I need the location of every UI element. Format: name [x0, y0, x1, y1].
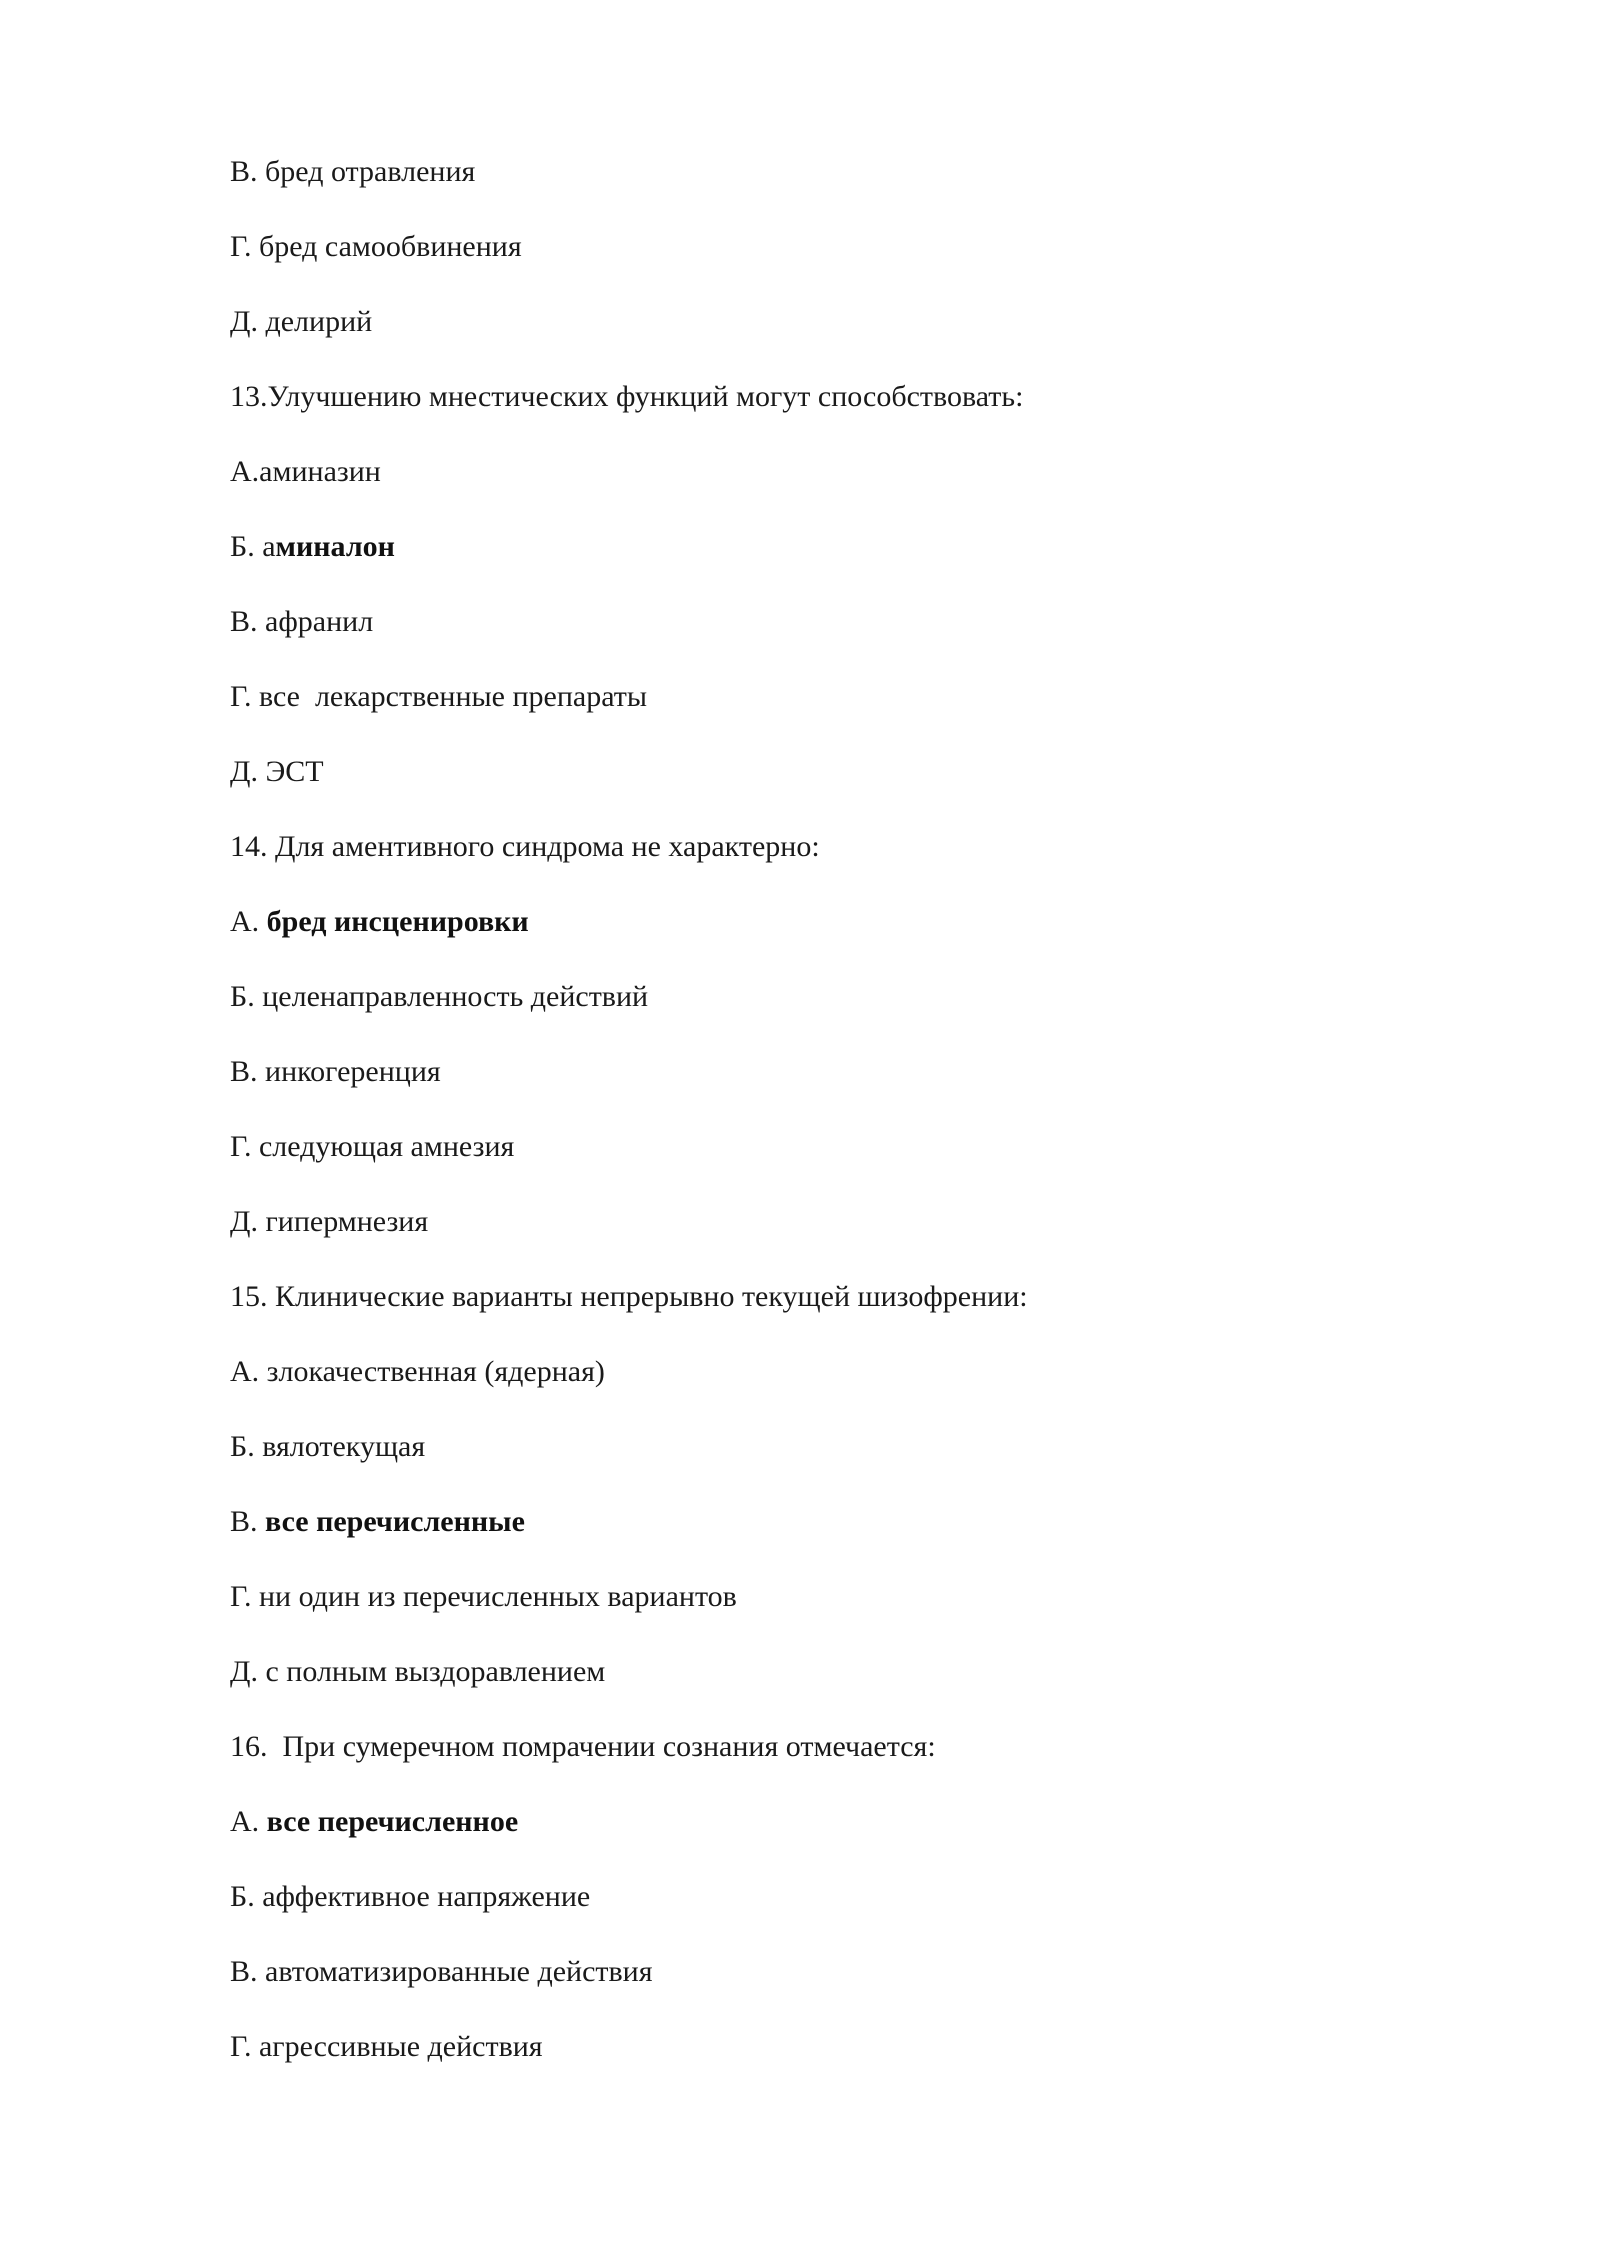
line-text: Б. вялотекущая [230, 1430, 426, 1463]
text-line [230, 2023, 1480, 2098]
text-line [230, 1873, 1480, 1948]
text-line [230, 523, 1480, 598]
line-text: 15. Клинические варианты непрерывно текущей шизофрении: [230, 1280, 1028, 1313]
text-line [230, 1423, 1480, 1498]
text-line [230, 1573, 1480, 1648]
line-text: Д. ЭСТ [230, 755, 324, 788]
line-text: Д. с полным выздоравлением [230, 1655, 606, 1688]
line-text: 13.Улучшению мнестических функций могут способствовать: [230, 380, 1024, 413]
question-15-title [230, 1273, 1480, 1348]
line-text: В. [230, 1505, 266, 1538]
line-text: Г. все лекарственные препараты [230, 680, 648, 713]
question-14-title [230, 823, 1480, 898]
text-body [230, 148, 1480, 2098]
text-line [230, 298, 1480, 373]
line-text: Д. гипермнезия [230, 1205, 429, 1238]
line-text: Б. аффективное напряжение [230, 1880, 591, 1913]
line-text: А. [230, 1805, 267, 1838]
line-bold-text: бред инсценировки [266, 905, 529, 938]
text-line [230, 1348, 1480, 1423]
line-text: Г. следующая амнезия [230, 1130, 515, 1163]
line-bold-text: миналон [275, 530, 395, 563]
text-line [230, 973, 1480, 1048]
line-text: А. [230, 905, 267, 938]
text-line [230, 148, 1480, 223]
line-text: Б. а [230, 530, 276, 563]
text-line [230, 1798, 1480, 1873]
line-text: 14. Для аментивного синдрома не характерно: [230, 830, 820, 863]
line-text: Б. целенаправленность действий [230, 980, 649, 1013]
text-line [230, 1123, 1480, 1198]
text-line [230, 598, 1480, 673]
text-line [230, 223, 1480, 298]
text-line [230, 1048, 1480, 1123]
line-text: В. автоматизированные действия [230, 1955, 653, 1988]
line-text: Г. бред самообвинения [230, 230, 522, 263]
line-text: 16. При сумеречном помрачении сознания отмечается: [230, 1730, 936, 1763]
text-line [230, 1648, 1480, 1723]
line-text: А. злокачественная (ядерная) [230, 1355, 605, 1388]
text-line [230, 1198, 1480, 1273]
line-text: В. афранил [230, 605, 374, 638]
line-text: А.аминазин [230, 455, 381, 488]
text-line [230, 898, 1480, 973]
line-text: Д. делирий [230, 305, 373, 338]
text-line [230, 1498, 1480, 1573]
text-line [230, 1948, 1480, 2023]
text-line [230, 673, 1480, 748]
line-text: В. бред отравления [230, 155, 476, 188]
question-16-title [230, 1723, 1480, 1798]
text-line [230, 748, 1480, 823]
line-text: В. инкогеренция [230, 1055, 441, 1088]
question-13-title [230, 373, 1480, 448]
line-text: Г. агрессивные действия [230, 2030, 543, 2063]
text-line [230, 448, 1480, 523]
line-text: Г. ни один из перечисленных вариантов [230, 1580, 737, 1613]
line-bold-text: все перечисленное [266, 1805, 519, 1838]
line-bold-text: все перечисленные [265, 1505, 525, 1538]
